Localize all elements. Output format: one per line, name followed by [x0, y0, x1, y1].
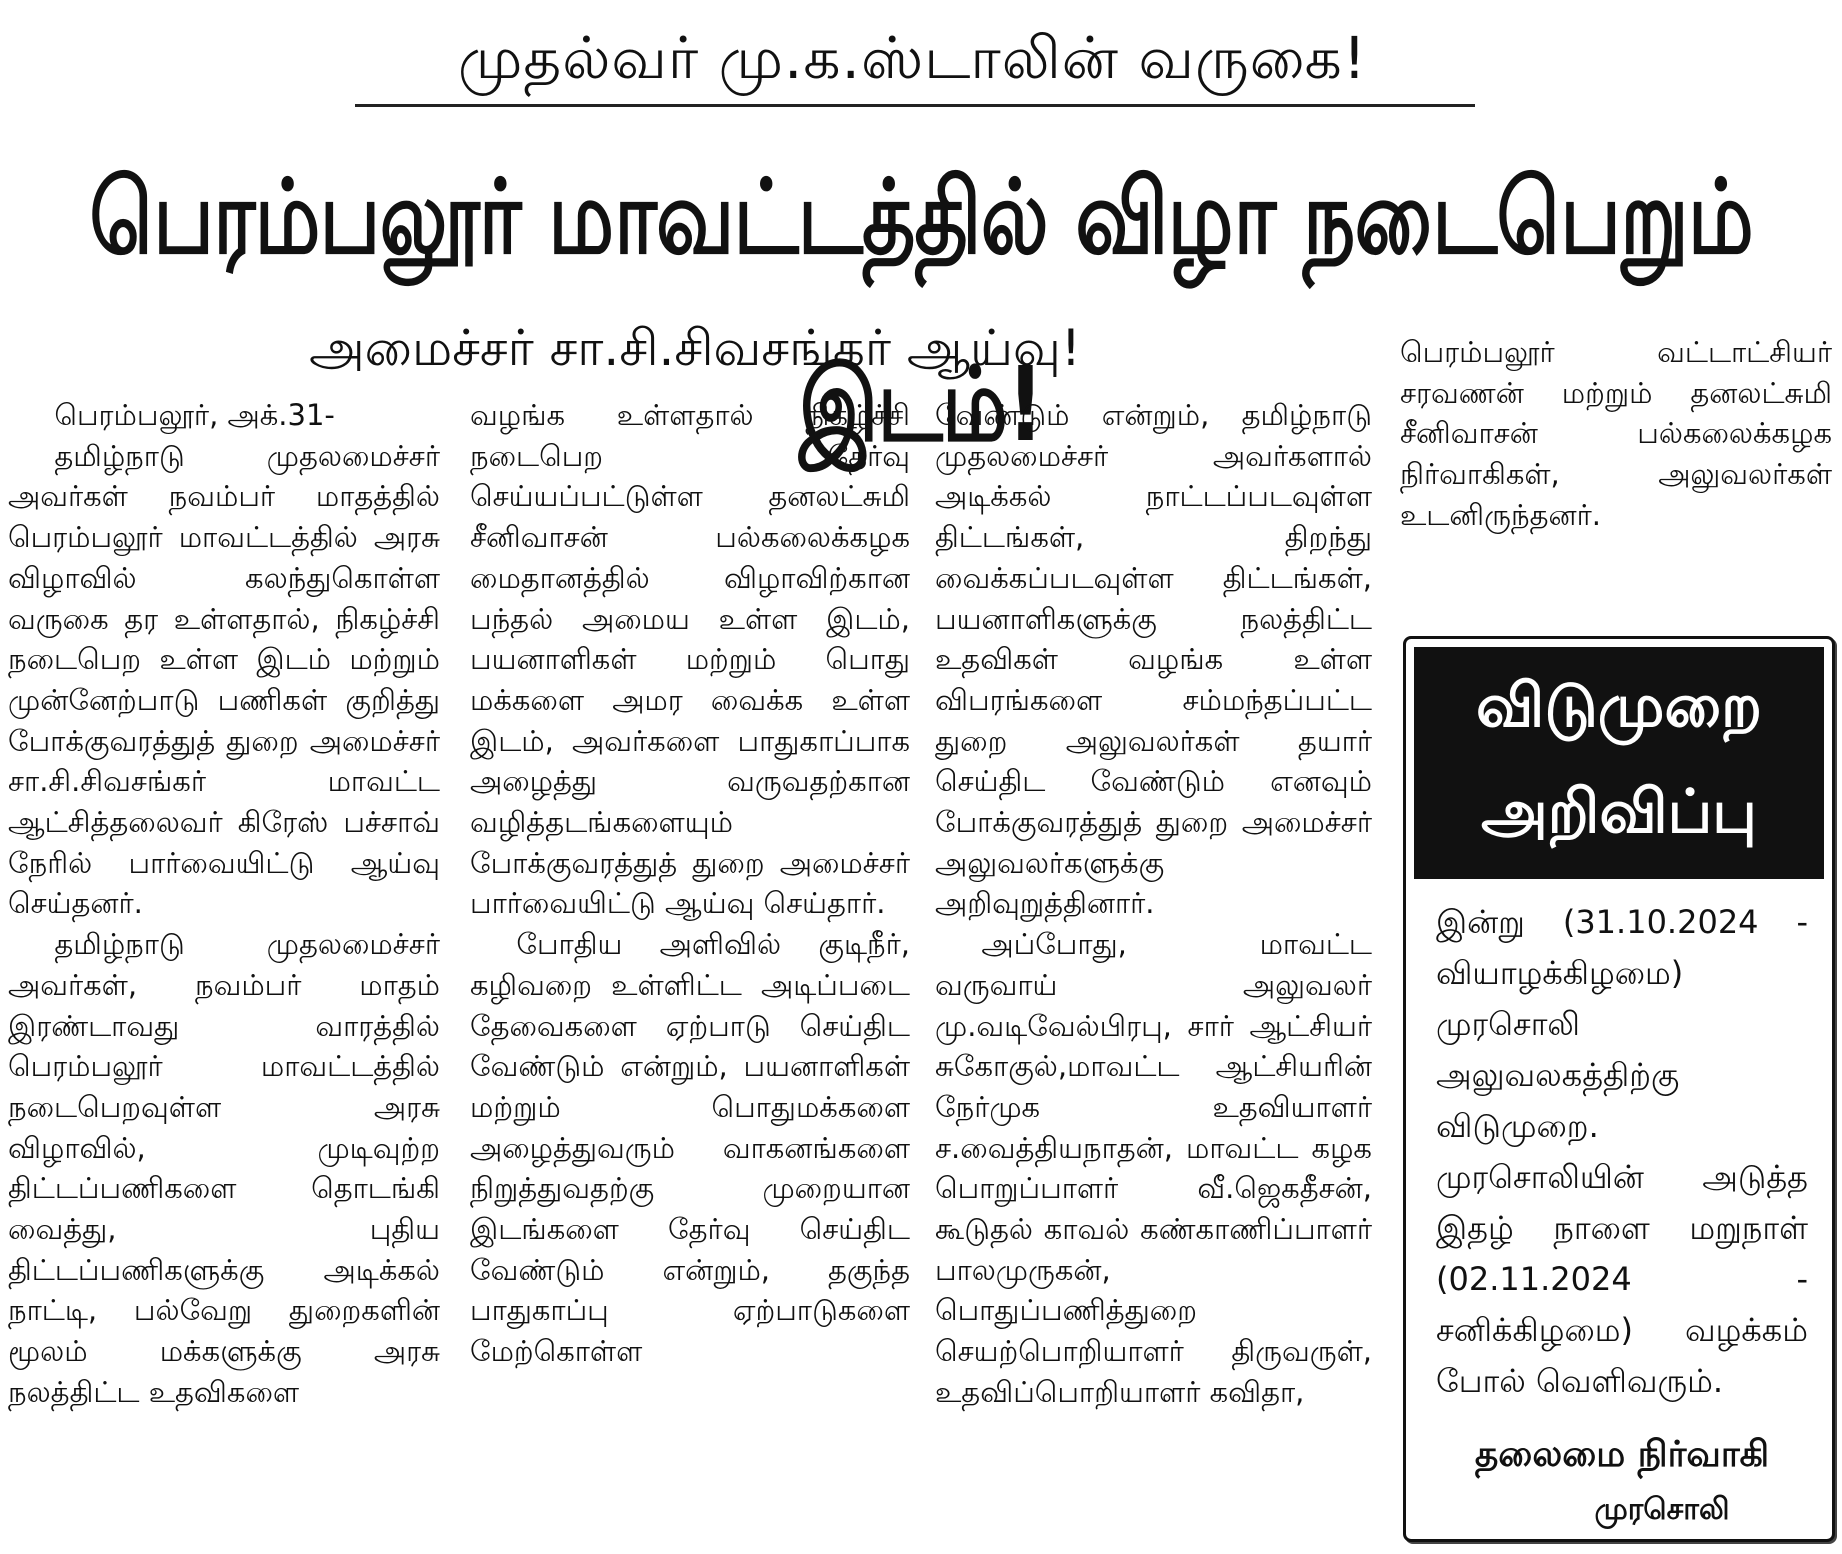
notice-title-line1: விடுமுறை — [1475, 671, 1763, 741]
notice-body — [1406, 887, 1832, 1535]
article-column-4 — [1400, 332, 1832, 536]
article-column-1 — [8, 395, 440, 1413]
notice-signature-org: முரசொலி — [1594, 1492, 1730, 1527]
main-headline: பெரம்பலூர் மாவட்டத்தில் விழா நடைபெறும் இடம்! — [89, 158, 1753, 465]
kicker-underline — [355, 104, 1475, 107]
article-paragraph: வேண்டும் என்றும், தமிழ்நாடு முதலமைச்சர் அவர்களால் அடிக்கல் நாட்டப்படவுள்ள திட்டங்கள், திறந்து வைக்கப்படவுள்ள திட்டங்கள், பயனாளிகளுக்கு நலத்திட்ட உதவிகள் வழங்க உள்ள விபரங்களை சம்மந்தப்பட்ட துறை அலுவலர்கள் தயார் செய்திட வேண்டும் எனவும் போக்குவரத்துத் துறை அமைச்சர் அலுவலர்களுக்கு அறிவுறுத்தினார். — [935, 398, 1372, 921]
article-column-2 — [470, 395, 910, 1372]
notice-title-line2: அறிவிப்பு — [1481, 777, 1757, 847]
article-paragraph: பெரம்பலூர் வட்டாட்சியர் சரவணன் மற்றும் தனலட்சுமி சீனிவாசன் பல்கலைக்கழக நிர்வாகிகள், அலுவலர்கள் உடனிருந்தனர். — [1400, 335, 1832, 532]
dateline: பெரம்பலூர், அக்.31- — [54, 398, 335, 432]
article-paragraph: வழங்க உள்ளதால் நிகழ்ச்சி நடைபெற தேர்வு செய்யப்பட்டுள்ள தனலட்சுமி சீனிவாசன் பல்கலைக்கழக மைதானத்தில் விழாவிற்கான பந்தல் அமைய உள்ள இடம், பயனாளிகள் மற்றும் பொது மக்களை அமர வைக்க உள்ள இடம், அவர்களை பாதுகாப்பாக அழைத்து வருவதற்கான வழித்தடங்களையும் போக்குவரத்துத் துறை அமைச்சர் பார்வையிட்டு ஆய்வு செய்தார். — [470, 398, 910, 921]
article-paragraph: தமிழ்நாடு முதலமைச்சர் அவர்கள், நவம்பர் மாதம் இரண்டாவது வாரத்தில் பெரம்பலூர் மாவட்டத்தில் நடைபெறவுள்ள அரசு விழாவில், முடிவுற்ற திட்டப்பணிகளை தொடங்கி வைத்து, புதிய திட்டப்பணிகளுக்கு அடிக்கல் நாட்டி, பல்வேறு துறைகளின் மூலம் மக்களுக்கு அரசு நலத்திட்ட உதவிகளை — [8, 927, 440, 1409]
article-paragraph: போதிய அளிவில் குடிநீர், கழிவறை உள்ளிட்ட அடிப்படை தேவைகளை ஏற்பாடு செய்திட வேண்டும் என்றும், பயனாளிகள் மற்றும் பொதுமக்களை அழைத்துவரும் வாகனங்களை நிறுத்துவதற்கு முறையான இடங்களை தேர்வு செய்திட வேண்டும் என்றும், தகுந்த பாதுகாப்பு ஏற்பாடுகளை மேற்கொள்ள — [470, 927, 910, 1369]
notice-signature-title: தலைமை நிர்வாகி — [1474, 1434, 1770, 1475]
article-paragraph: தமிழ்நாடு முதலமைச்சர் அவர்கள் நவம்பர் மாதத்தில் பெரம்பலூர் மாவட்டத்தில் அரசு விழாவில் கலந்துகொள்ள வருகை தர உள்ளதால், நிகழ்ச்சி நடைபெற உள்ள இடம் மற்றும் முன்னேற்பாடு பணிகள் குறித்து போக்குவரத்துத் துறை அமைச்சர் சா.சி.சிவசங்கர் மாவட்ட ஆட்சித்தலைவர் கிரேஸ் பச்சாவ் நேரில் பார்வையிட்டு ஆய்வு செய்தனர். — [8, 438, 440, 921]
kicker-headline: முதல்வர் மு.க.ஸ்டாலின் வருகை! — [458, 24, 1367, 92]
article-paragraph: அப்போது, மாவட்ட வருவாய் அலுவலர் மு.வடிவேல்பிரபு, சார் ஆட்சியர் சுகோகுல்,மாவட்ட ஆட்சியரின் நேர்முக உதவியாளர் ச.வைத்தியநாதன், மாவட்ட கழக பொறுப்பாளர் வீ.ஜெகதீசன், கூடுதல் காவல் கண்காணிப்பாளர் பாலமுருகன், பொதுப்பணித்துறை செயற்பொறியாளர் திருவருள், உதவிப்பொறியாளர் கவிதா, — [935, 927, 1372, 1409]
sub-headline: அமைச்சர் சா.சி.சிவசங்கர் ஆய்வு! — [309, 319, 1081, 377]
notice-text: இன்று (31.10.2024 - வியாழக்கிழமை) முரசொலி அலுவலகத்திற்கு விடுமுறை. முரசொலியின் அடுத்த இதழ் நாளை மறுநாள் (02.11.2024 - சனிக்கிழமை) வழக்கம் போல் வெளிவரும். — [1436, 903, 1808, 1400]
article-column-3 — [935, 395, 1372, 1413]
holiday-notice-box — [1403, 636, 1835, 1542]
notice-title — [1414, 647, 1824, 879]
